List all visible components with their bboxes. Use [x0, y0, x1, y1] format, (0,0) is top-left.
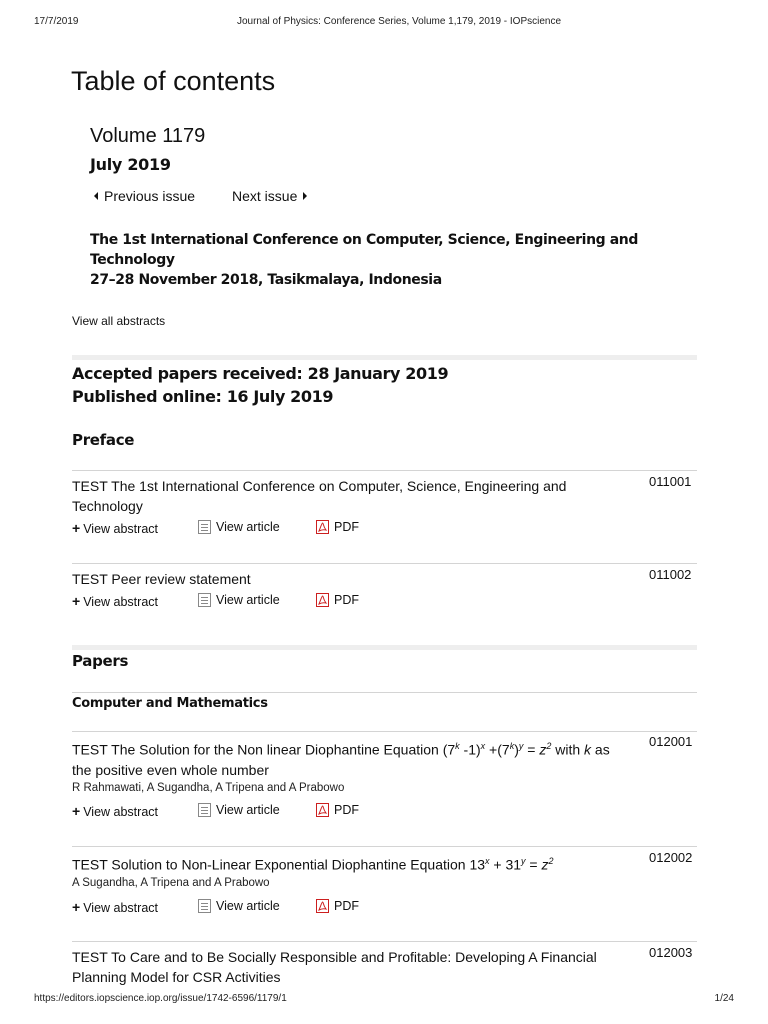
previous-issue-link[interactable] — [94, 188, 195, 204]
view-abstract-toggle[interactable] — [72, 803, 158, 819]
view-article-link[interactable] — [198, 803, 280, 817]
title-text: TEST The Solution for the Non linear Diophantine Equation (7 — [72, 741, 456, 758]
view-abstract-toggle[interactable] — [72, 520, 158, 536]
article-links — [72, 520, 472, 536]
pdf-icon — [316, 593, 329, 607]
view-abstract-toggle[interactable] — [72, 899, 158, 915]
caret-left-icon — [94, 192, 98, 200]
italic-variable: z — [539, 741, 547, 758]
article-authors: R Rahmawati, A Sugandha, A Tripena and A Prabowo — [72, 782, 345, 794]
subsection-heading: Computer and Mathematics — [72, 696, 268, 711]
article-links — [72, 899, 472, 915]
superscript: y — [518, 741, 524, 751]
accepted-date: Accepted papers received: 28 January 2019 — [72, 364, 449, 383]
article-links — [72, 593, 472, 609]
print-page-number: 1/24 — [714, 993, 734, 1004]
superscript: k — [455, 741, 460, 751]
view-abstract-label: View abstract — [83, 805, 158, 819]
document-icon — [198, 593, 211, 607]
view-article-link[interactable] — [198, 899, 280, 913]
superscript: x — [485, 856, 490, 866]
article-links — [72, 803, 472, 819]
title-text: ) — [514, 741, 519, 758]
view-article-link[interactable] — [198, 520, 280, 534]
superscript: k — [509, 741, 515, 751]
volume-title: Volume 1179 — [90, 125, 206, 147]
publication-dates — [72, 362, 448, 408]
document-icon — [198, 803, 211, 817]
page-title: Table of contents — [71, 66, 276, 96]
pdf-label: PDF — [334, 520, 359, 534]
article-number: 011001 — [649, 474, 692, 489]
title-text: with — [551, 741, 585, 758]
section-heading-papers: Papers — [72, 652, 129, 670]
article-number: 012003 — [649, 945, 693, 960]
pdf-link[interactable] — [316, 803, 359, 817]
pdf-icon — [316, 520, 329, 534]
article-divider — [72, 563, 697, 564]
print-date: 17/7/2019 — [34, 16, 79, 27]
print-url: https://editors.iopscience.iop.org/issue/1742-6596/1179/1 — [34, 993, 287, 1004]
title-text: -1) — [459, 741, 481, 758]
article-title-link[interactable]: TEST Peer review statement — [72, 571, 251, 587]
view-abstract-label: View abstract — [83, 595, 158, 609]
superscript: x — [480, 741, 486, 751]
pdf-label: PDF — [334, 593, 359, 607]
section-heading-preface: Preface — [72, 431, 135, 449]
article-divider — [72, 470, 697, 471]
title-text: as the positive even whole number — [72, 741, 610, 778]
article-number: 012001 — [649, 734, 693, 749]
next-issue-label: Next issue — [232, 188, 298, 204]
pdf-label: PDF — [334, 803, 359, 817]
article-title-link[interactable] — [72, 851, 622, 875]
plus-icon: + — [72, 803, 81, 819]
document-icon — [198, 899, 211, 913]
italic-variable: k — [584, 741, 592, 758]
article-divider — [72, 846, 697, 847]
pdf-link[interactable] — [316, 899, 359, 913]
view-article-label: View article — [216, 520, 280, 534]
article-authors: A Sugandha, A Tripena and A Prabowo — [72, 877, 270, 889]
title-text: TEST Solution to Non-Linear Exponential Diophantine Equation 13 — [72, 856, 486, 873]
conference-name: The 1st International Conference on Computer, Science, Engineering and Technology — [90, 232, 638, 268]
superscript: y — [521, 856, 526, 866]
article-number: 011002 — [649, 567, 692, 582]
title-text: = — [525, 856, 542, 873]
view-abstract-label: View abstract — [83, 522, 158, 536]
pdf-link[interactable] — [316, 520, 359, 534]
previous-issue-label: Previous issue — [104, 188, 196, 204]
plus-icon: + — [72, 520, 81, 536]
pdf-icon — [316, 899, 329, 913]
pdf-label: PDF — [334, 899, 359, 913]
plus-icon: + — [72, 593, 81, 609]
conference-info — [90, 230, 690, 290]
view-article-link[interactable] — [198, 593, 280, 607]
caret-right-icon — [303, 192, 307, 200]
subsection-divider — [72, 692, 697, 693]
print-page-title: Journal of Physics: Conference Series, Volume 1,179, 2019 - IOPscience — [236, 16, 562, 27]
pdf-icon — [316, 803, 329, 817]
superscript: 2 — [548, 856, 554, 866]
article-divider — [72, 941, 697, 942]
print-header — [0, 16, 768, 30]
pdf-link[interactable] — [316, 593, 359, 607]
superscript: 2 — [546, 741, 552, 751]
view-all-abstracts-link[interactable]: View all abstracts — [72, 314, 166, 328]
article-title-link[interactable] — [72, 736, 622, 780]
title-text: + 31 — [489, 856, 522, 873]
title-text: = — [523, 741, 540, 758]
article-number: 012002 — [649, 850, 693, 865]
next-issue-link[interactable] — [232, 188, 307, 204]
view-article-label: View article — [216, 803, 280, 817]
view-abstract-toggle[interactable] — [72, 593, 158, 609]
title-text: +(7 — [485, 741, 510, 758]
view-article-label: View article — [216, 593, 280, 607]
italic-variable: z — [541, 856, 549, 873]
article-title-link[interactable]: TEST The 1st International Conference on Computer, Science, Engineering and Technology — [72, 478, 567, 514]
section-divider-band — [72, 355, 697, 360]
view-abstract-label: View abstract — [83, 901, 158, 915]
print-footer — [0, 993, 768, 1007]
article-title-link[interactable]: TEST To Care and to Be Socially Responsible and Profitable: Developing A Financial Planning Model for CSR Activities — [72, 949, 597, 985]
published-date: Published online: 16 July 2019 — [72, 387, 334, 406]
document-icon — [198, 520, 211, 534]
section-divider-band — [72, 645, 697, 650]
issue-date: July 2019 — [90, 155, 171, 174]
article-divider — [72, 731, 697, 732]
conference-dates-location: 27–28 November 2018, Tasikmalaya, Indonesia — [90, 272, 442, 288]
plus-icon: + — [72, 899, 81, 915]
view-article-label: View article — [216, 899, 280, 913]
